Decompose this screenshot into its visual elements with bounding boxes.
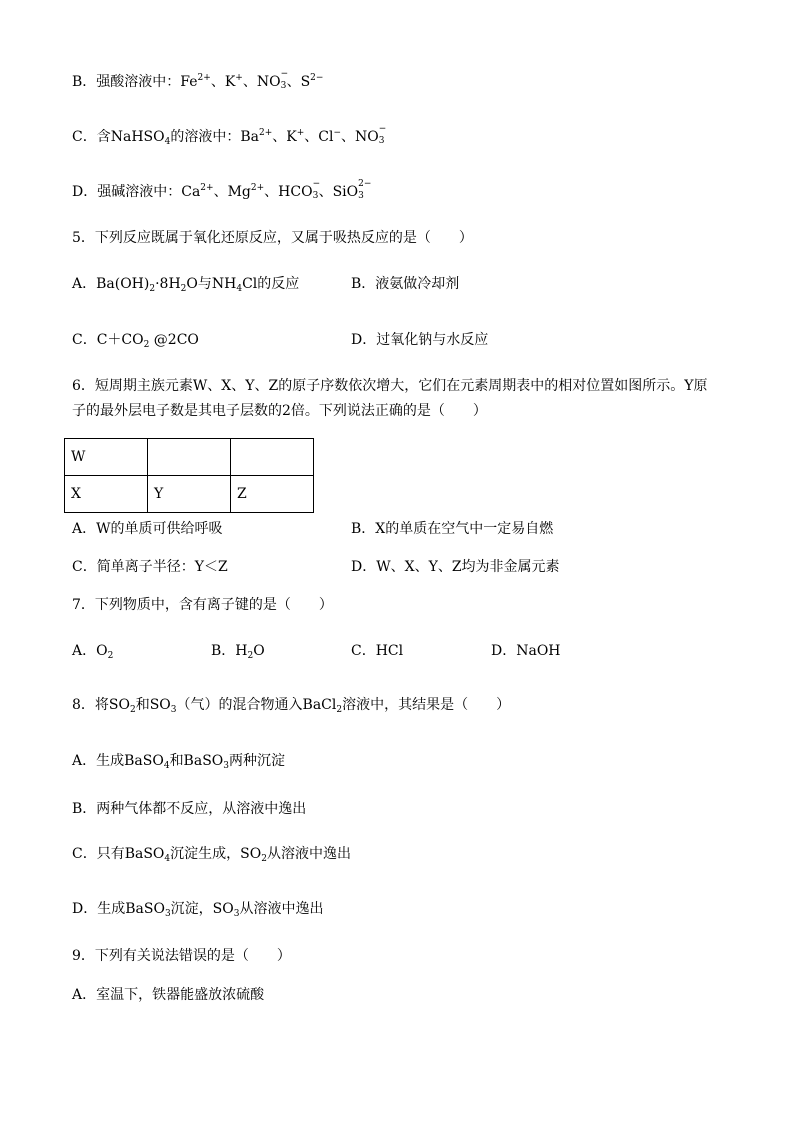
table-cell: Z <box>231 476 314 513</box>
table-cell: X <box>65 476 148 513</box>
q5-stem: 5．下列反应既属于氧化还原反应，又属于吸热反应的是（ ） <box>72 230 473 246</box>
table-row <box>65 439 314 476</box>
q9-option-a: A．室温下，铁器能盛放浓硫酸 <box>72 987 265 1003</box>
q6-stem-line2: 子的最外层电子数是其电子层数的2倍。下列说法正确的是（ ） <box>72 403 487 419</box>
q6-option-c: C．简单离子半径：Y＜Z <box>72 559 228 575</box>
q5-option-b: B．液氨做冷却剂 <box>351 276 460 292</box>
q8-option-c: C．只有BaSO$_4$沉淀生成，$SO_2$从溶液中逸出 <box>72 846 351 864</box>
q4-option-c: C．含NaHSO$_4$的溶液中：$Ba^{2+}$、K+、Cl−、NO − 3 <box>72 124 387 147</box>
table-cell <box>231 439 314 476</box>
q7-option-b: B．$H_2O$ <box>211 643 265 661</box>
periodic-position-table <box>64 438 314 513</box>
q4-option-d: D．强碱溶液中：$Ca^{2+}$、$Mg^{2+}$、HCO − 3 、SiO 2− 3 <box>72 179 372 201</box>
q5-option-a: A．$Ba(OH)_2\cdot 8H_2O$与$NH_4Cl$的反应 <box>72 276 300 294</box>
q7-option-a: A．$O_2$ <box>72 643 114 661</box>
q7-option-d: D．NaOH <box>491 643 561 659</box>
q9-stem: 9．下列有关说法错误的是（ ） <box>72 948 291 964</box>
q7-option-c: C．HCl <box>351 643 404 659</box>
q6-stem-line1: 6．短周期主族元素W、X、Y、Z的原子序数依次增大，它们在元素周期表中的相对位置如图所示。Y原 <box>72 378 708 394</box>
q6-option-a: A．W的单质可供给呼吸 <box>72 521 223 537</box>
q5-option-d: D．过氧化钠与水反应 <box>351 332 489 348</box>
q8-option-b: B．两种气体都不反应，从溶液中逸出 <box>72 801 307 817</box>
table-cell: Y <box>148 476 231 513</box>
table-cell <box>148 439 231 476</box>
q8-option-d: D．生成BaSO$_3$沉淀，$SO_3$从溶液中逸出 <box>72 901 324 919</box>
table-cell: W <box>65 439 148 476</box>
q4-option-b: B．强酸溶液中：$Fe^{2+}$、K+、NO − 3 、$S^{2-}$ <box>72 69 324 91</box>
q8-option-a: A．生成BaSO$_4$和BaSO$_3$两种沉淀 <box>72 753 285 771</box>
q8-stem: 8．将$SO_2$和$SO_3$（气）的混合物通入BaCl$_2$溶液中，其结果是（ ） <box>72 697 511 715</box>
q6-option-d: D．W、X、Y、Z均为非金属元素 <box>351 559 560 575</box>
q6-option-b: B．X的单质在空气中一定易自燃 <box>351 521 554 537</box>
q5-option-c: C．$C+CO_2$ @2CO <box>72 332 199 350</box>
q7-stem: 7．下列物质中，含有离子键的是（ ） <box>72 597 333 613</box>
table-row <box>65 476 314 513</box>
